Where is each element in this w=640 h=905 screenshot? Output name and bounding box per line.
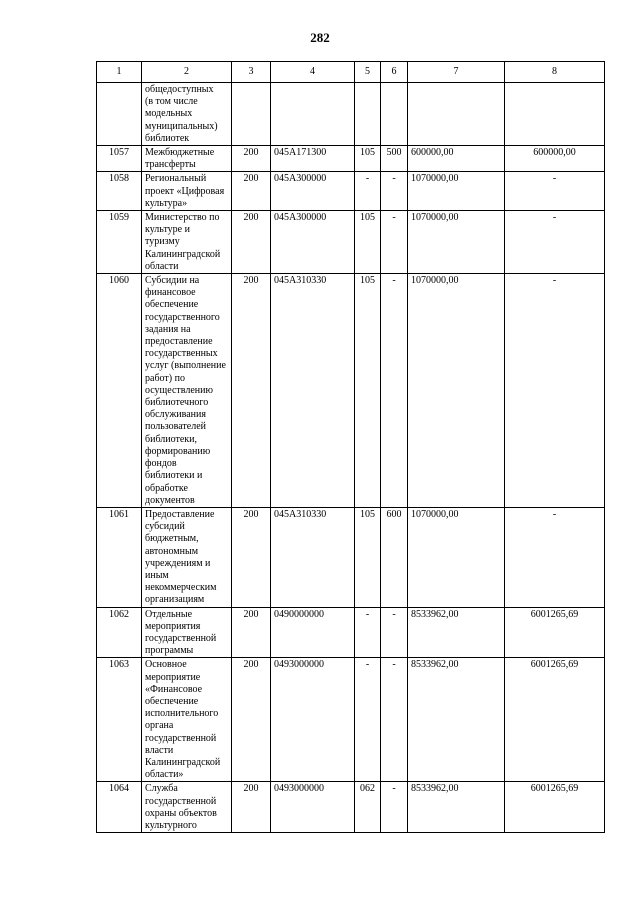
table-row <box>97 607 605 658</box>
header-col-3: 3 <box>232 62 271 83</box>
row-col-5: 105 <box>355 507 381 607</box>
row-amount-1 <box>408 83 505 146</box>
row-amount-1: 1070000,00 <box>408 274 505 508</box>
row-col-3 <box>232 83 271 146</box>
row-amount-2: - <box>505 274 605 508</box>
budget-table <box>96 61 605 833</box>
row-col-3: 200 <box>232 146 271 172</box>
row-amount-1: 8533962,00 <box>408 658 505 782</box>
row-name: Межбюджетные трансферты <box>142 146 232 172</box>
row-col-6: - <box>381 172 408 211</box>
row-name: Министерство по культуре и туризму Калининградской области <box>142 211 232 274</box>
row-col-3: 200 <box>232 782 271 833</box>
row-code <box>271 83 355 146</box>
row-col-3: 200 <box>232 658 271 782</box>
row-col-5: - <box>355 658 381 782</box>
row-number: 1064 <box>97 782 142 833</box>
row-code: 045A310330 <box>271 274 355 508</box>
row-number: 1059 <box>97 211 142 274</box>
row-col-5: - <box>355 172 381 211</box>
row-col-3: 200 <box>232 172 271 211</box>
row-col-5: 062 <box>355 782 381 833</box>
row-col-6: - <box>381 658 408 782</box>
row-amount-1: 1070000,00 <box>408 172 505 211</box>
header-col-6: 6 <box>381 62 408 83</box>
row-code: 045A300000 <box>271 172 355 211</box>
row-amount-2: 6001265,69 <box>505 658 605 782</box>
row-number <box>97 83 142 146</box>
row-col-6: 600 <box>381 507 408 607</box>
row-col-5: 105 <box>355 146 381 172</box>
row-col-6: - <box>381 782 408 833</box>
row-code: 045A300000 <box>271 211 355 274</box>
row-amount-1: 8533962,00 <box>408 607 505 658</box>
row-name: Региональный проект «Цифровая культура» <box>142 172 232 211</box>
row-amount-2: 6001265,69 <box>505 782 605 833</box>
table-row <box>97 146 605 172</box>
table-row <box>97 274 605 508</box>
row-col-3: 200 <box>232 507 271 607</box>
row-col-5: - <box>355 607 381 658</box>
row-amount-1: 1070000,00 <box>408 211 505 274</box>
page-number: 282 <box>310 30 330 45</box>
row-name: Отдельные мероприятия государственной программы <box>142 607 232 658</box>
table-row <box>97 782 605 833</box>
row-amount-2: 600000,00 <box>505 146 605 172</box>
header-col-5: 5 <box>355 62 381 83</box>
row-amount-1: 8533962,00 <box>408 782 505 833</box>
table-row <box>97 507 605 607</box>
row-amount-1: 1070000,00 <box>408 507 505 607</box>
row-name: Предоставление субсидий бюджетным, автономным учреждениям и иным некоммерческим организациям <box>142 507 232 607</box>
table-row <box>97 658 605 782</box>
row-code: 0493000000 <box>271 782 355 833</box>
row-col-5 <box>355 83 381 146</box>
table-row <box>97 172 605 211</box>
row-col-6 <box>381 83 408 146</box>
table-row <box>97 83 605 146</box>
table-body <box>97 83 605 833</box>
row-col-6: - <box>381 211 408 274</box>
row-code: 045A171300 <box>271 146 355 172</box>
row-col-6: - <box>381 274 408 508</box>
row-number: 1062 <box>97 607 142 658</box>
row-name: Служба государственной охраны объектов культурного <box>142 782 232 833</box>
row-amount-2: 6001265,69 <box>505 607 605 658</box>
row-col-3: 200 <box>232 211 271 274</box>
row-amount-2 <box>505 83 605 146</box>
row-col-3: 200 <box>232 607 271 658</box>
row-col-5: 105 <box>355 211 381 274</box>
header-col-7: 7 <box>408 62 505 83</box>
row-amount-2: - <box>505 172 605 211</box>
header-col-2: 2 <box>142 62 232 83</box>
row-name: общедоступных (в том числе модельных муниципальных) библиотек <box>142 83 232 146</box>
row-col-5: 105 <box>355 274 381 508</box>
row-col-3: 200 <box>232 274 271 508</box>
row-col-6: 500 <box>381 146 408 172</box>
table-row <box>97 211 605 274</box>
row-code: 0490000000 <box>271 607 355 658</box>
row-code: 0493000000 <box>271 658 355 782</box>
row-number: 1063 <box>97 658 142 782</box>
header-row <box>97 62 605 83</box>
row-name: Субсидии на финансовое обеспечение государственного задания на предоставление государственных услуг (выполнение работ) по осуществлению библиотечного обслуживания пользователей библиотеки, формированию фондов библиотеки и обработке документов <box>142 274 232 508</box>
row-number: 1060 <box>97 274 142 508</box>
header-col-8: 8 <box>505 62 605 83</box>
header-col-1: 1 <box>97 62 142 83</box>
row-number: 1061 <box>97 507 142 607</box>
row-col-6: - <box>381 607 408 658</box>
row-amount-2: - <box>505 507 605 607</box>
row-number: 1058 <box>97 172 142 211</box>
row-name: Основное мероприятие «Финансовое обеспечение исполнительного органа государственной власти Калининградской области» <box>142 658 232 782</box>
header-col-4: 4 <box>271 62 355 83</box>
row-amount-2: - <box>505 211 605 274</box>
row-code: 045A310330 <box>271 507 355 607</box>
row-number: 1057 <box>97 146 142 172</box>
row-amount-1: 600000,00 <box>408 146 505 172</box>
